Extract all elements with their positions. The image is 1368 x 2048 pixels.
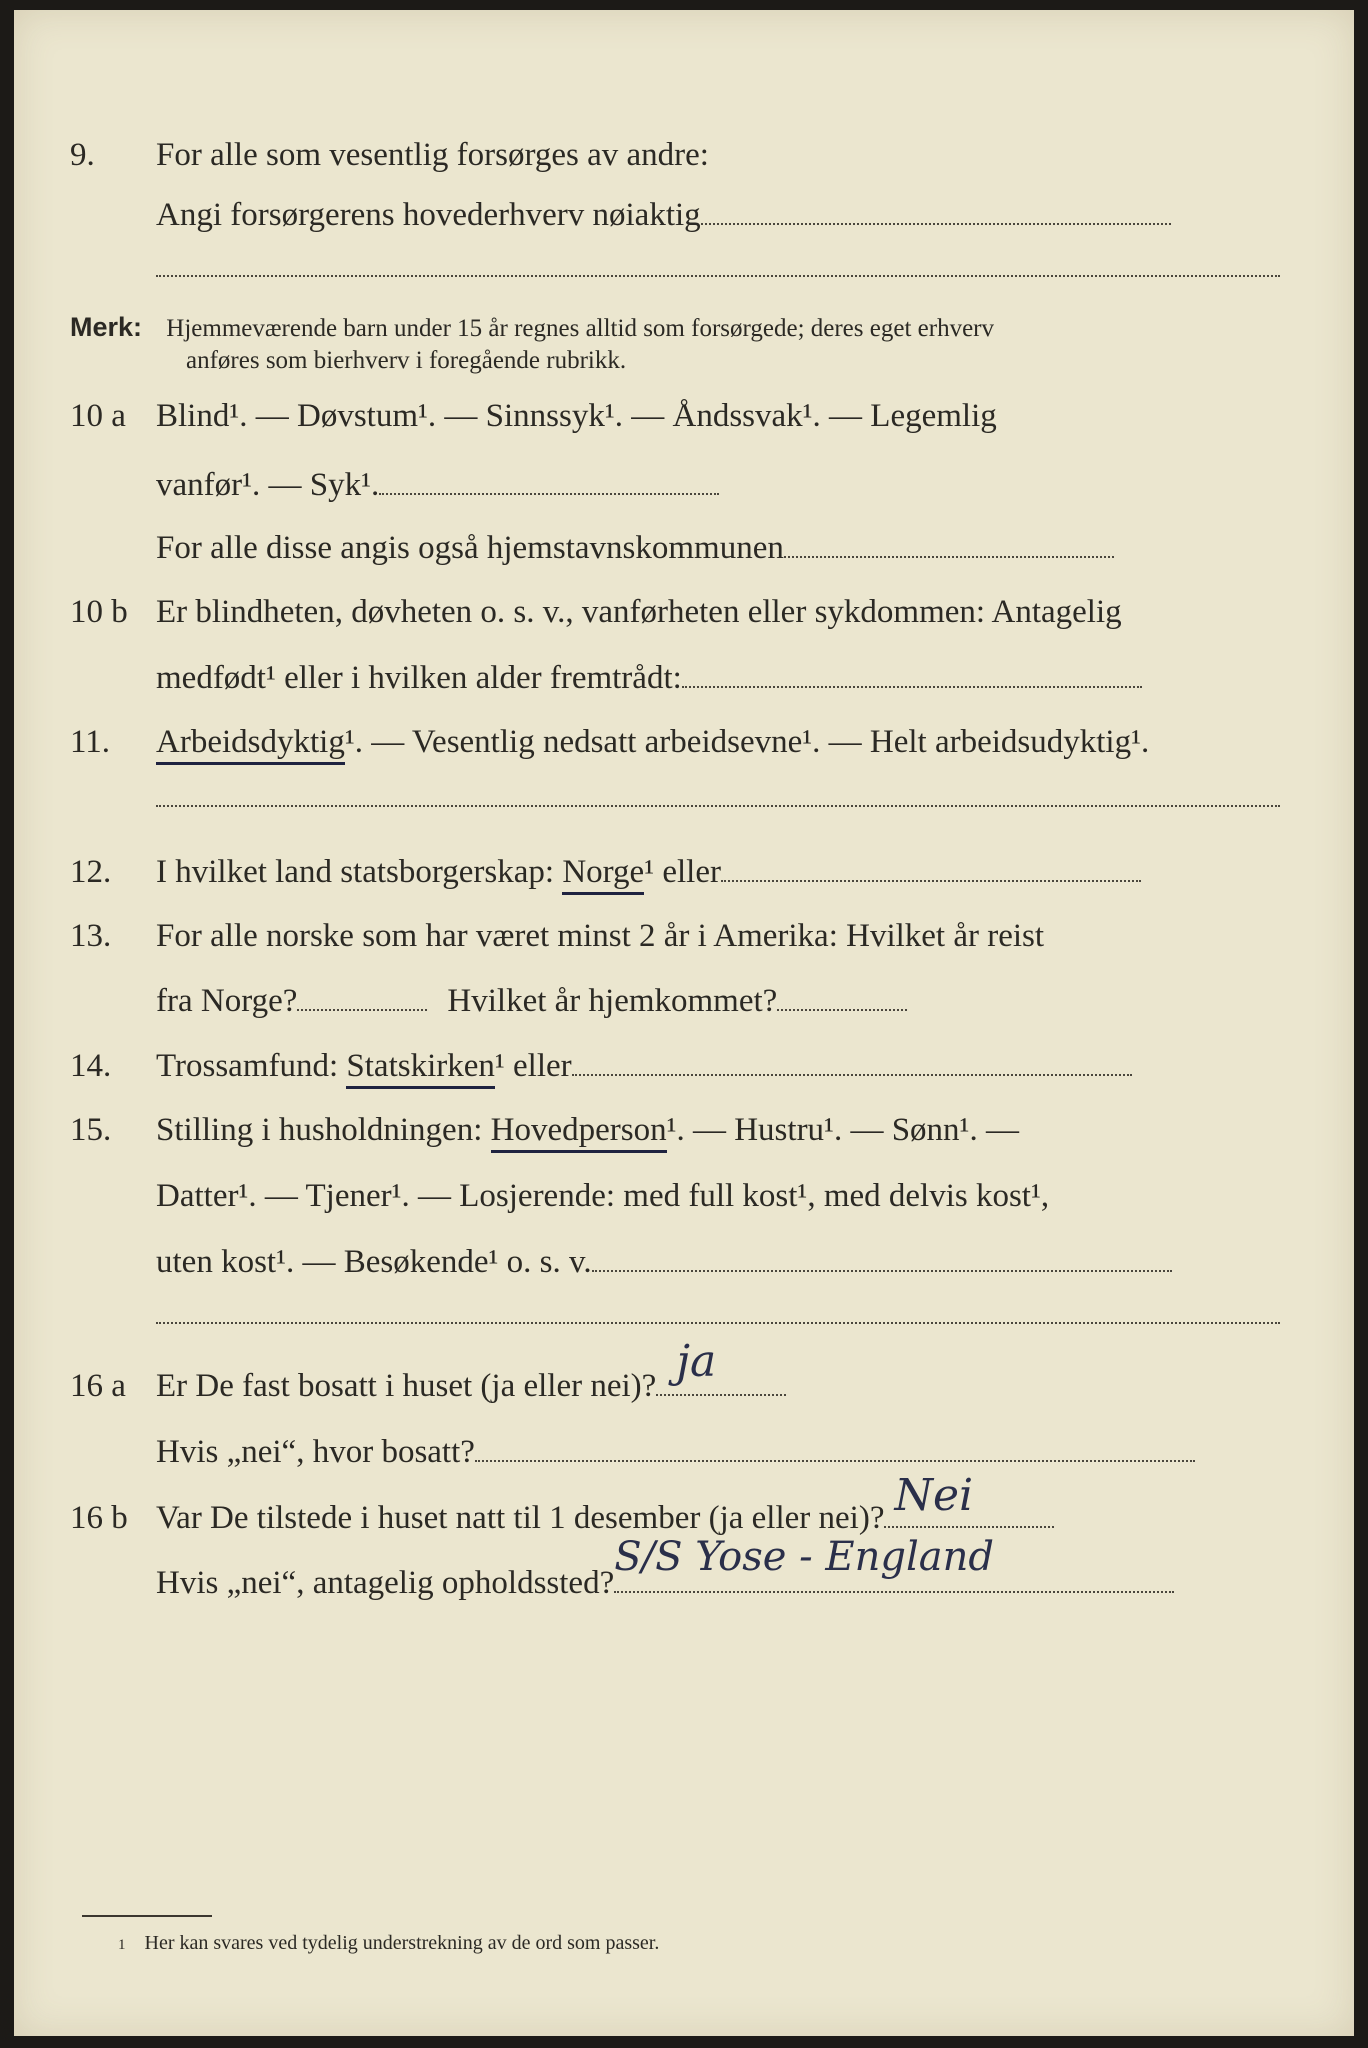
- q14-eller: ¹ eller: [494, 1048, 572, 1084]
- q15-selected-hovedperson[interactable]: Hovedperson: [491, 1112, 667, 1153]
- q13-text2a: fra Norge?: [156, 983, 298, 1019]
- merk-label: Merk:: [70, 312, 143, 342]
- footnote-divider: [82, 1915, 212, 1917]
- q10a-text1: Blind¹. — Døvstum¹. — Sinnssyk¹. — Åndssvak¹. — Legemlig: [156, 398, 997, 434]
- q14-answer-line[interactable]: [572, 1052, 1132, 1076]
- q10b-text1: Er blindheten, døvheten o. s. v., vanførheten eller sykdommen: Antagelig: [156, 594, 1122, 630]
- q16a-number: 16 a: [70, 1368, 126, 1404]
- q11-extra-line[interactable]: [156, 805, 1280, 807]
- q14-number: 14.: [70, 1048, 112, 1084]
- q16b-question2: Hvis „nei“, antagelig opholdssted?: [156, 1565, 615, 1601]
- q12-eller: ¹ eller: [644, 854, 721, 890]
- q16a-question1: Er De fast bosatt i huset (ja eller nei)?: [156, 1368, 657, 1404]
- q16a-handwritten-answer1: ja: [676, 1336, 717, 1387]
- q10a-number: 10 a: [70, 398, 126, 434]
- q10a-hometown-line[interactable]: [784, 534, 1114, 558]
- q10b-answer-line[interactable]: [682, 664, 1142, 688]
- merk-line2: anføres som bierhverv i foregående rubrikk.: [186, 347, 627, 374]
- q12-answer-line[interactable]: [721, 858, 1141, 882]
- q11-selected-arbeidsdyktig[interactable]: Arbeidsdyktig: [156, 724, 345, 765]
- q11-rest: ¹. — Vesentlig nedsatt arbeidsevne¹. — Helt arbeidsudyktig¹.: [344, 724, 1150, 760]
- q10b-number: 10 b: [70, 594, 128, 630]
- q9-question: Angi forsørgerens hovederhverv nøiaktig: [156, 197, 701, 233]
- q9-answer-line[interactable]: [701, 201, 1171, 225]
- q12-question: I hvilket land statsborgerskap:: [156, 854, 555, 890]
- q9-text: For alle som vesentlig forsørges av andre:: [156, 137, 709, 173]
- q16a-question2: Hvis „nei“, hvor bosatt?: [156, 1434, 475, 1470]
- q16b-answer2-line[interactable]: [614, 1534, 1174, 1593]
- footnote-text: Her kan svares ved tydelig understrekning av de ord som passer.: [144, 1932, 660, 1954]
- q16b-number: 16 b: [70, 1500, 128, 1536]
- merk-note: [70, 310, 994, 346]
- q15-options1: ¹. — Hustru¹. — Sønn¹. —: [666, 1112, 1019, 1148]
- q9-extra-line[interactable]: [156, 275, 1280, 277]
- footnote: [118, 1932, 659, 1955]
- q13-number: 13.: [70, 918, 112, 954]
- q14-question: Trossamfund:: [156, 1048, 339, 1084]
- q16a-answer2-line[interactable]: [475, 1438, 1195, 1462]
- q13-text2b: Hvilket år hjemkommet?: [447, 983, 778, 1019]
- q15-question: Stilling i husholdningen:: [156, 1112, 483, 1148]
- merk-line1: Hjemmeværende barn under 15 år regnes alltid som forsørgede; deres eget erhverv: [166, 315, 994, 342]
- q15-options2: Datter¹. — Tjener¹. — Losjerende: med full kost¹, med delvis kost¹,: [156, 1178, 1050, 1214]
- footnote-mark: 1: [118, 1937, 126, 1953]
- q10a-text2: vanfør¹. — Syk¹.: [156, 467, 380, 503]
- q13-text1: For alle norske som har været minst 2 år i Amerika: Hvilket år reist: [156, 918, 1045, 954]
- q15-options3: uten kost¹. — Besøkende¹ o. s. v.: [156, 1244, 592, 1280]
- q16b-question1: Var De tilstede i huset natt til 1 desember (ja eller nei)?: [156, 1500, 885, 1536]
- q12-number: 12.: [70, 854, 112, 890]
- q13-departure-year-line[interactable]: [297, 987, 427, 1011]
- q12-selected-norge[interactable]: Norge: [562, 854, 644, 895]
- q9-number: 9.: [70, 137, 95, 173]
- q13-return-year-line[interactable]: [777, 987, 907, 1011]
- census-form-page: [14, 10, 1354, 2036]
- q10b-text2: medfødt¹ eller i hvilken alder fremtrådt:: [156, 660, 682, 696]
- q11-number: 11.: [70, 724, 111, 760]
- q14-selected-statskirken[interactable]: Statskirken: [346, 1048, 494, 1089]
- q16b-handwritten-answer2: S/S Yose - England: [614, 1534, 994, 1580]
- q15-extra-line[interactable]: [156, 1322, 1280, 1324]
- q16b-answer1-line[interactable]: [884, 1470, 1054, 1528]
- q15-answer-line[interactable]: [592, 1248, 1172, 1272]
- q10a-text3: For alle disse angis også hjemstavnskommunen: [156, 530, 784, 566]
- q10a-answer-line[interactable]: [379, 471, 719, 495]
- q15-number: 15.: [70, 1112, 112, 1148]
- q16b-handwritten-answer1: Nei: [894, 1470, 974, 1521]
- q16a-answer1-line[interactable]: [656, 1336, 786, 1396]
